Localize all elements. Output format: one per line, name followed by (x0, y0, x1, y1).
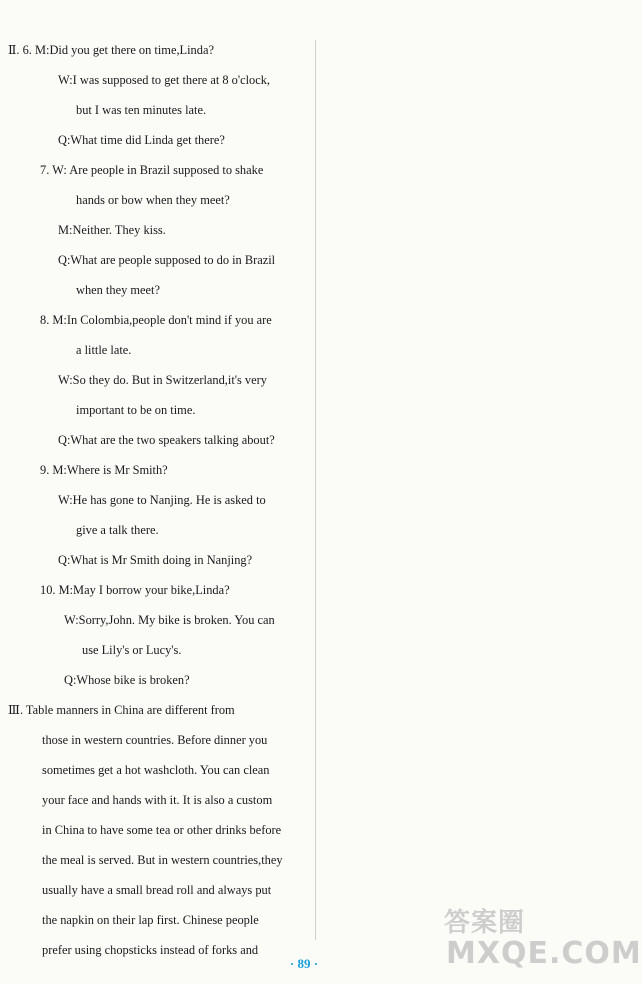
left-text-line: 9. M:Where is Mr Smith? (40, 463, 168, 477)
left-text-line: W:Sorry,John. My bike is broken. You can (64, 613, 275, 627)
left-text-line: when they meet? (76, 283, 160, 297)
left-text-line: Q:What time did Linda get there? (58, 133, 225, 147)
page-number: · 89 · (289, 956, 319, 971)
left-text-line: in China to have some tea or other drinks before (42, 823, 282, 837)
left-text-line: Q:What are the two speakers talking about? (58, 433, 275, 447)
left-text-line: Ⅱ. 6. M:Did you get there on time,Linda? (8, 43, 214, 57)
left-text-line: the napkin on their lap first. Chinese people (42, 913, 259, 927)
left-text-line: 8. M:In Colombia,people don't mind if you are (40, 313, 272, 327)
left-text-line: prefer using chopsticks instead of forks and (42, 943, 259, 957)
left-text-line: the meal is served. But in western countries,they (42, 853, 283, 867)
left-text-line: 10. M:May I borrow your bike,Linda? (40, 583, 230, 597)
left-text-line: your face and hands with it. It is also a custom (42, 793, 273, 807)
left-text-line: Q:What are people supposed to do in Brazil (58, 253, 276, 267)
watermark-logo (440, 900, 642, 984)
left-text-line: hands or bow when they meet? (76, 193, 230, 207)
left-text-line: Q:Whose bike is broken? (64, 673, 190, 687)
left-text-line: usually have a small bread roll and always put (42, 883, 272, 897)
left-text-line: W:He has gone to Nanjing. He is asked to (58, 493, 266, 507)
column-divider (315, 40, 316, 940)
watermark-line1: 答案圈 (444, 908, 526, 938)
left-text-line: Q:What is Mr Smith doing in Nanjing? (58, 553, 253, 567)
left-text-line: Ⅲ. Table manners in China are different from (8, 703, 235, 717)
left-text-line: use Lily's or Lucy's. (82, 643, 182, 657)
left-text-line: W:So they do. But in Switzerland,it's very (58, 373, 267, 387)
left-text-line: W:I was supposed to get there at 8 o'clock, (58, 73, 271, 87)
left-text-line: sometimes get a hot washcloth. You can clean (42, 763, 270, 777)
watermark-line2: MXQE.COM (446, 936, 642, 971)
left-text-line: but I was ten minutes late. (76, 103, 207, 117)
left-text-line: those in western countries. Before dinner you (42, 733, 268, 747)
left-text-line: a little late. (76, 343, 132, 357)
left-text-line: important to be on time. (76, 403, 196, 417)
left-text-line: M:Neither. They kiss. (58, 223, 166, 237)
left-text-line: give a talk there. (76, 523, 159, 537)
left-text-line: 7. W: Are people in Brazil supposed to shake (40, 163, 264, 177)
